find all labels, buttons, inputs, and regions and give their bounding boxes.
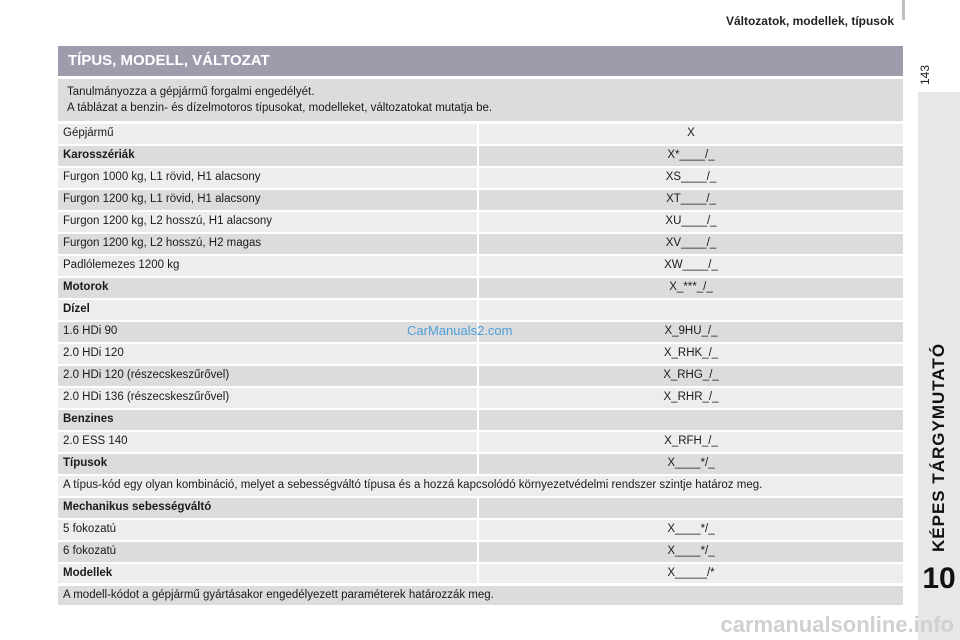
row-code bbox=[479, 410, 903, 430]
row-code: X_RHR_/_ bbox=[479, 388, 903, 408]
row-code: X_***_/_ bbox=[479, 278, 903, 298]
row-code: XU____/_ bbox=[479, 212, 903, 232]
row-code: X bbox=[479, 124, 903, 144]
chapter-side-tab bbox=[918, 92, 960, 640]
row-label: 6 fokozatú bbox=[58, 542, 477, 562]
table-row bbox=[58, 564, 903, 584]
table-row bbox=[58, 388, 903, 408]
table-row bbox=[58, 476, 903, 496]
running-head: Változatok, modellek, típusok bbox=[725, 14, 894, 28]
row-label: Modellek bbox=[58, 564, 477, 584]
row-label: Gépjármű bbox=[58, 124, 477, 144]
chapter-number: 10 bbox=[922, 562, 956, 595]
intro-box bbox=[58, 79, 903, 121]
table-row bbox=[58, 168, 903, 188]
row-code: X_RHG_/_ bbox=[479, 366, 903, 386]
row-label: 5 fokozatú bbox=[58, 520, 477, 540]
table-row bbox=[58, 366, 903, 386]
row-label: Padlólemezes 1200 kg bbox=[58, 256, 477, 276]
row-label: Furgon 1200 kg, L1 rövid, H1 alacsony bbox=[58, 190, 477, 210]
row-code: XS____/_ bbox=[479, 168, 903, 188]
row-label: Mechanikus sebességváltó bbox=[58, 498, 477, 518]
row-label: Furgon 1000 kg, L1 rövid, H1 alacsony bbox=[58, 168, 477, 188]
row-code: XV____/_ bbox=[479, 234, 903, 254]
row-label: Típusok bbox=[58, 454, 477, 474]
row-code bbox=[479, 498, 903, 518]
table-row bbox=[58, 410, 903, 430]
table-row bbox=[58, 212, 903, 232]
page-number: 143 bbox=[918, 64, 932, 86]
table-row bbox=[58, 454, 903, 474]
table-row bbox=[58, 190, 903, 210]
row-label: 1.6 HDi 90 bbox=[58, 322, 477, 342]
row-label: Furgon 1200 kg, L2 hosszú, H2 magas bbox=[58, 234, 477, 254]
footer-watermark: carmanualsonline.info bbox=[720, 612, 954, 637]
row-label: Karosszériák bbox=[58, 146, 477, 166]
row-code: X_____/* bbox=[479, 564, 903, 584]
row-label: 2.0 HDi 136 (részecskeszűrővel) bbox=[58, 388, 477, 408]
row-code: X*____/_ bbox=[479, 146, 903, 166]
row-label: Dízel bbox=[58, 300, 477, 320]
intro-line-1: Tanulmányozza a gépjármű forgalmi engedélyét. bbox=[67, 86, 315, 98]
row-code: XT____/_ bbox=[479, 190, 903, 210]
table-row bbox=[58, 542, 903, 562]
row-label: 2.0 ESS 140 bbox=[58, 432, 477, 452]
table-row bbox=[58, 498, 903, 518]
table-row bbox=[58, 234, 903, 254]
row-code: X_RHK_/_ bbox=[479, 344, 903, 364]
row-code: X_RFH_/_ bbox=[479, 432, 903, 452]
table-row bbox=[58, 256, 903, 276]
table-row bbox=[58, 586, 903, 606]
row-code: X_9HU_/_ bbox=[479, 322, 903, 342]
row-code bbox=[479, 300, 903, 320]
vehicle-code-table bbox=[58, 124, 903, 608]
top-rule bbox=[902, 0, 905, 20]
row-label: Motorok bbox=[58, 278, 477, 298]
intro-line-2: A táblázat a benzin- és dízelmotoros típusokat, modelleket, változatokat mutatja be. bbox=[67, 102, 493, 114]
row-note: A típus-kód egy olyan kombináció, melyet a sebességváltó típusa és a hozzá kapcsolódó környezetvédelmi rendszer szintje határoz meg. bbox=[58, 476, 903, 496]
watermark-link[interactable]: CarManuals2.com bbox=[407, 323, 513, 338]
row-code: X____*/_ bbox=[479, 454, 903, 474]
table-row bbox=[58, 520, 903, 540]
row-label: 2.0 HDi 120 bbox=[58, 344, 477, 364]
row-code: X____*/_ bbox=[479, 542, 903, 562]
table-row bbox=[58, 278, 903, 298]
row-label: Furgon 1200 kg, L2 hosszú, H1 alacsony bbox=[58, 212, 477, 232]
row-label: 2.0 HDi 120 (részecskeszűrővel) bbox=[58, 366, 477, 386]
table-row bbox=[58, 344, 903, 364]
row-code: X____*/_ bbox=[479, 520, 903, 540]
table-row bbox=[58, 146, 903, 166]
section-title: TÍPUS, MODELL, VÁLTOZAT bbox=[58, 46, 903, 76]
row-label: Benzines bbox=[58, 410, 477, 430]
row-code: XW____/_ bbox=[479, 256, 903, 276]
table-row bbox=[58, 124, 903, 144]
chapter-title: KÉPES TÁRGYMUTATÓ bbox=[929, 342, 948, 552]
table-row bbox=[58, 432, 903, 452]
table-row bbox=[58, 300, 903, 320]
row-note: A modell-kódot a gépjármű gyártásakor engedélyezett paraméterek határozzák meg. bbox=[58, 586, 903, 606]
